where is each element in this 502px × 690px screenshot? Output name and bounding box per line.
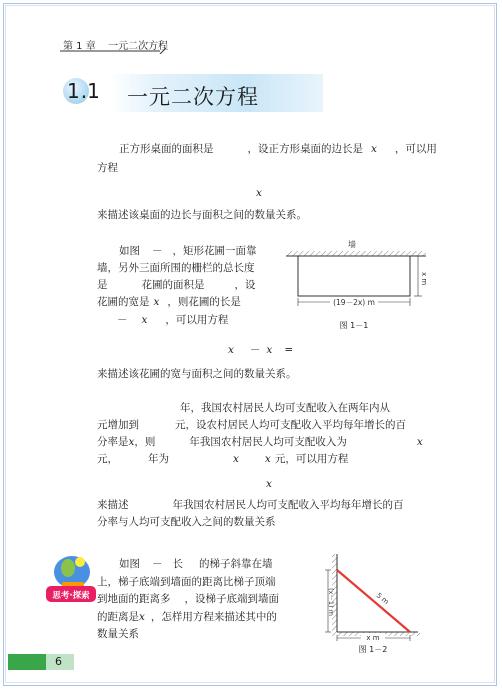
example2-line4: 的距离是x ，怎样用方程来描述其中的 <box>97 611 277 623</box>
figure-1-2-caption: 图 1－2 <box>358 645 388 654</box>
garden-height-label: x m <box>420 272 428 286</box>
wall-hatch <box>286 251 426 256</box>
equation-2-area: x <box>266 478 272 490</box>
example2-line1: 如图 － 长 的梯子斜靠在墙 <box>119 558 273 570</box>
wall-label: 墙 <box>348 240 356 249</box>
para4-line1: 来描述 年我国农村居民人均可支配收入平均每年增长的百 <box>97 499 404 511</box>
figure-1-1 <box>282 238 432 333</box>
para1-line1: 正方形桌面的面积是 ，设正方形桌面的边长是 x ，可以用 <box>119 143 437 155</box>
ladder-line <box>337 570 410 632</box>
wall-height-label: (x－1) m <box>327 588 335 616</box>
equation-area: x <box>256 187 262 199</box>
para1-line2: 方程 <box>97 162 118 174</box>
think-explore-label: 思考·探索 <box>52 591 90 601</box>
ladder-label: 5 m <box>374 591 391 607</box>
chapter-number: 第 1 章 <box>63 41 96 52</box>
example1-line5: － x ，可以用方程 <box>117 314 229 326</box>
section-number: 1.1 <box>67 79 100 103</box>
figure-1-2 <box>318 548 428 658</box>
para3-line3: 分率是x，则 年我国农村居民人均可支配收入为 x <box>97 436 423 448</box>
example1-line1: 如图 － ，矩形花圃一面靠 <box>119 245 257 257</box>
para3-line2: 元增加到 元，设农村居民人均可支配收入平均每年增长的百 <box>97 419 406 431</box>
para3-line1: 年，我国农村居民人均可支配收入在两年内从 <box>180 402 390 414</box>
equation-1: x － x = <box>228 344 294 356</box>
header-rule <box>60 48 170 54</box>
example1-line3: 是 花圃的面积是 ，设 <box>97 279 256 291</box>
garden-rect <box>298 256 410 296</box>
example2-line3: 到地面的距离多 ，设梯子底端到墙面 <box>97 593 279 605</box>
section-title: 一元二次方程 <box>127 85 259 109</box>
para1-line3: 来描述该桌面的边长与面积之间的数量关系。 <box>97 209 307 221</box>
ground-distance-label: x m <box>366 634 380 642</box>
page-number: 6 <box>55 655 62 668</box>
garden-width-label: (19－2x) m <box>333 298 375 307</box>
example2-line2: 上，梯子底端到墙面的距离比梯子顶端 <box>97 576 276 588</box>
example1-line4: 花圃的宽是 x ，则花圃的长是 <box>97 296 241 308</box>
example2-line5: 数量关系 <box>97 628 139 640</box>
para3-line4: 元， 年为 x x 元，可以用方程 <box>97 453 349 465</box>
footer-bar-dark <box>8 654 46 670</box>
figure-1-1-caption: 图 1－1 <box>339 321 369 330</box>
para2-line1: 来描述该花圃的宽与面积之间的数量关系。 <box>97 368 297 380</box>
para4-line2: 分率与人均可支配收入之间的数量关系 <box>97 516 276 528</box>
chapter-title: 一元二次方程 <box>108 41 169 52</box>
think-explore-logo <box>40 548 100 606</box>
example1-line2: 墙，另外三面所围的栅栏的总长度 <box>97 262 255 274</box>
